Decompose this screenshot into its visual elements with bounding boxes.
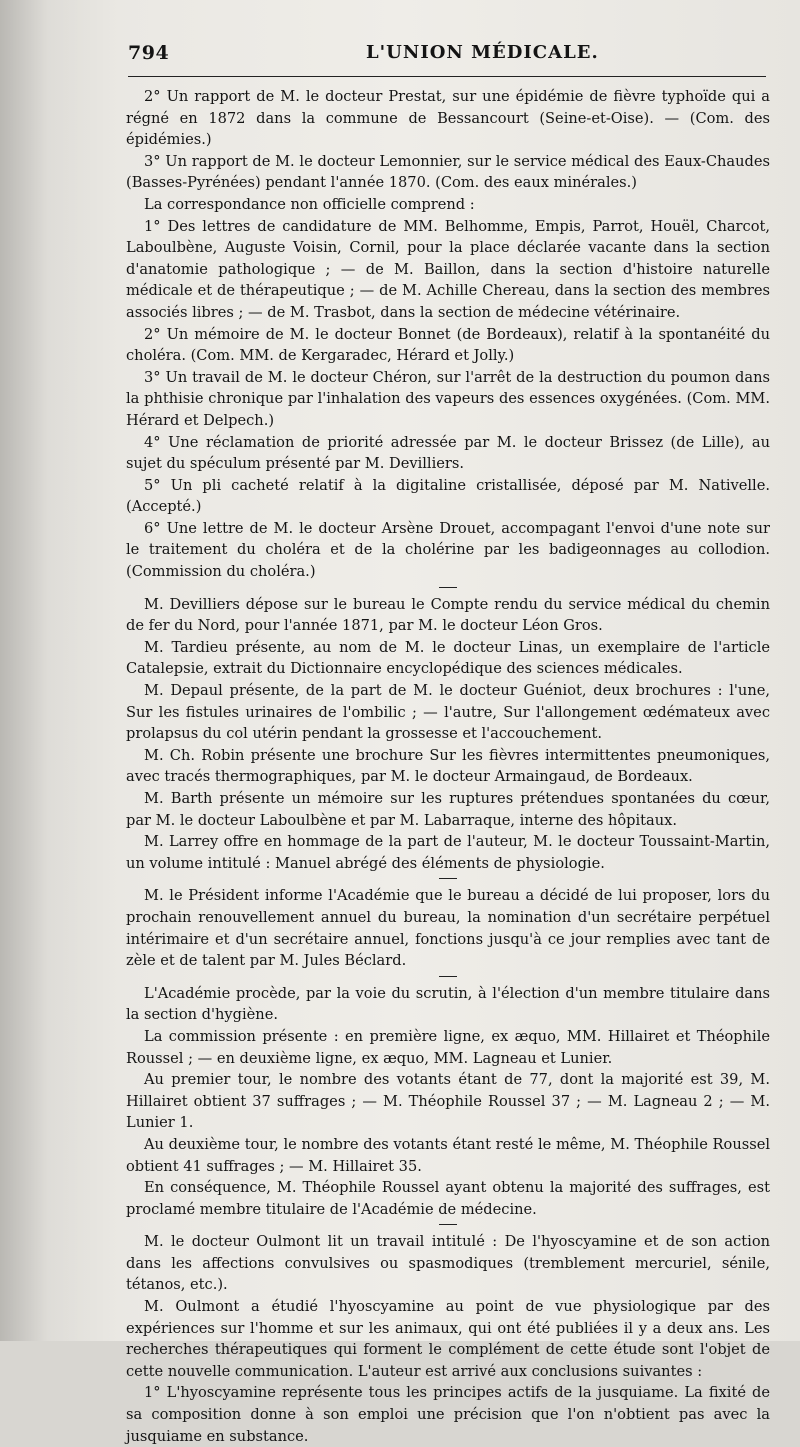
binding-shadow — [0, 0, 120, 1341]
running-title: L'UNION MÉDICALE. — [366, 42, 599, 63]
paragraph: M. Larrey offre en hommage de la part de l'auteur, M. le docteur Toussaint-Martin, un volume intitulé : Manuel abrégé des éléments de physiologie. — [126, 833, 770, 872]
paragraph: M. Barth présente un mémoire sur les ruptures prétendues spontanées du cœur, par M. le docteur Laboulbène et par M. Labarraque, interne des hôpitaux. — [126, 790, 770, 829]
paragraph: 1° Des lettres de candidature de MM. Belhomme, Empis, Parrot, Houël, Charcot, Laboulbène, Auguste Voisin, Cornil, pour la place déclarée vacante dans la section d'anatomie pathologique ; — de M. Baillon, dans la section d'histoire naturelle médicale et de thérapeutique ; — de M. Achille Chereau, dans la section des membres associés libres ; — de M. Trasbot, dans la section de médecine vétérinaire. — [126, 217, 770, 321]
page-header — [128, 38, 768, 72]
section-separator — [439, 976, 457, 977]
paragraph: 4° Une réclamation de priorité adressée par M. le docteur Brissez (de Lille), au sujet du spéculum présenté par M. Devilliers. — [126, 433, 770, 473]
paragraph: 6° Une lettre de M. le docteur Arsène Drouet, accompagant l'envoi d'une note sur le traitement du choléra et de la cholérine par les badigeonnages au collodion. (Commission du choléra.) — [126, 519, 770, 581]
paragraph: En conséquence, M. Théophile Roussel ayant obtenu la majorité des suffrages, est proclamé membre titulaire de l'Académie de médecine. — [126, 1179, 770, 1218]
body-text — [126, 86, 770, 1447]
section-separator — [439, 1224, 457, 1225]
paragraph: 1° L'hyoscyamine représente tous les principes actifs de la jusquiame. La fixité de sa composition donne à son emploi une précision que l'on n'obtient pas avec la jusquiame en substance. — [126, 1384, 770, 1445]
paragraph: 5° Un pli cacheté relatif à la digitaline cristallisée, déposé par M. Nativelle. (Accepté.) — [126, 476, 770, 516]
paragraph: Au premier tour, le nombre des votants étant de 77, dont la majorité est 39, M. Hillairet obtient 37 suffrages ; — M. Théophile Roussel 37 ; — M. Lagneau 2 ; — M. Lunier 1. — [126, 1071, 770, 1132]
paragraph: L'Académie procède, par la voie du scrutin, à l'élection d'un membre titulaire dans la section d'hygiène. — [126, 984, 770, 1024]
paragraph: 3° Un travail de M. le docteur Chéron, sur l'arrêt de la destruction du poumon dans la phthisie chronique par l'inhalation des vapeurs des essences oxygénées. (Com. MM. Hérard et Delpech.) — [126, 368, 770, 429]
paragraph: M. Ch. Robin présente une brochure Sur les fièvres intermittentes pneumoniques, avec tracés thermographiques, par M. le docteur Armaingaud, de Bordeaux. — [126, 746, 770, 786]
paragraph: M. Devilliers dépose sur le bureau le Compte rendu du service médical du chemin de fer du Nord, pour l'année 1871, par M. le docteur Léon Gros. — [126, 595, 770, 635]
paragraph: La commission présente : en première ligne, ex æquo, MM. Hillairet et Théophile Roussel ; — en deuxième ligne, ex æquo, MM. Lagneau et Lunier. — [126, 1027, 770, 1067]
paragraph: M. le docteur Oulmont lit un travail intitulé : De l'hyoscyamine et de son action dans les affections convulsives ou spasmodiques (tremblement mercuriel, sénile, tétanos, etc.). — [126, 1233, 770, 1294]
section-separator — [439, 587, 457, 588]
paragraph: M. Depaul présente, de la part de M. le docteur Guéniot, deux brochures : l'une, Sur les fistules urinaires de l'ombilic ; — l'autre, Sur l'allongement œdémateux avec prolapsus du col utérin pendant la grossesse et l'accouchement. — [126, 682, 770, 743]
paragraph: 3° Un rapport de M. le docteur Lemonnier, sur le service médical des Eaux-Chaudes (Basses-Pyrénées) pendant l'année 1870. (Com. des eaux minérales.) — [126, 152, 770, 192]
paragraph: M. le Président informe l'Académie que le bureau a décidé de lui proposer, lors du prochain renouvellement annuel du bureau, la nomination d'un secrétaire perpétuel intérimaire et d'un secrétaire annuel, fonctions jusqu'à ce jour remplies avec tant de zèle et de talent par M. Jules Béclard. — [126, 887, 770, 970]
page-number: 794 — [128, 42, 170, 64]
header-rule — [128, 76, 766, 77]
paragraph: M. Tardieu présente, au nom de M. le docteur Linas, un exemplaire de l'article Catalepsie, extrait du Dictionnaire encyclopédique des sciences médicales. — [126, 638, 770, 678]
paragraph: Au deuxième tour, le nombre des votants étant resté le même, M. Théophile Roussel obtient 41 suffrages ; — M. Hillairet 35. — [126, 1135, 770, 1175]
paragraph: 2° Un rapport de M. le docteur Prestat, sur une épidémie de fièvre typhoïde qui a régné en 1872 dans la commune de Bessancourt (Seine-et-Oise). — (Com. des épidémies.) — [126, 88, 770, 149]
paragraph: M. Oulmont a étudié l'hyoscyamine au point de vue physiologique par des expériences sur l'homme et sur les animaux, qui ont été publiées il y a deux ans. Les recherches thérapeutiques qui forment le complément de cette étude sont l'objet de cette nouvelle communication. L'auteur est arrivé aux conclusions suivantes : — [126, 1298, 770, 1380]
section-separator — [439, 878, 457, 879]
paragraph: La correspondance non officielle comprend : — [144, 195, 475, 213]
paragraph: 2° Un mémoire de M. le docteur Bonnet (de Bordeaux), relatif à la spontanéité du choléra. (Com. MM. de Kergaradec, Hérard et Jolly.) — [126, 325, 770, 365]
